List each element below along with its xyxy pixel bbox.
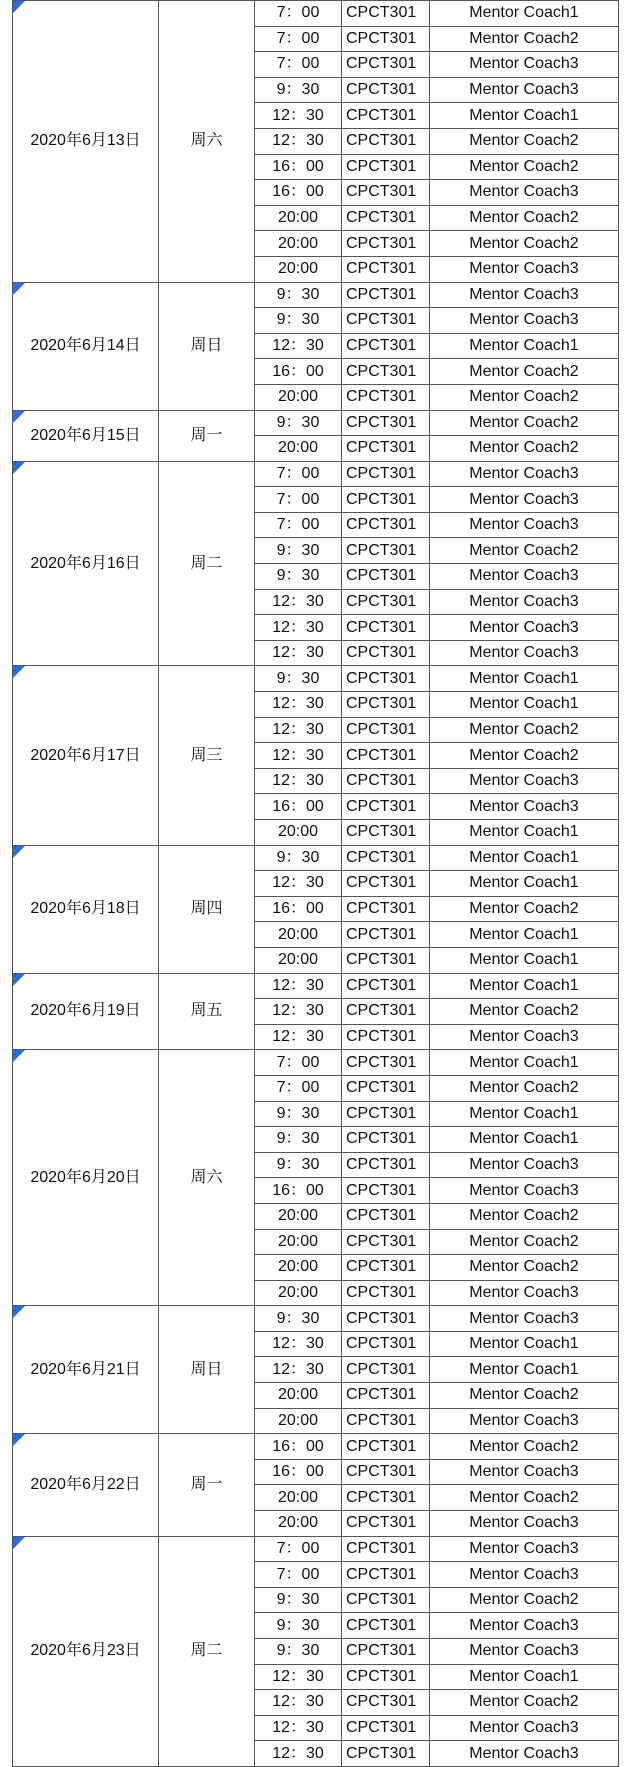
- coach-cell[interactable]: Mentor Coach2: [430, 410, 619, 436]
- coach-cell[interactable]: Mentor Coach2: [430, 1383, 619, 1409]
- coach-cell[interactable]: Mentor Coach2: [430, 1587, 619, 1613]
- date-cell[interactable]: [13, 1, 159, 283]
- coach-cell[interactable]: Mentor Coach3: [430, 1715, 619, 1741]
- comment-marker-icon[interactable]: [13, 462, 25, 474]
- time-cell[interactable]: 20:00: [255, 1229, 342, 1255]
- time-cell[interactable]: 12：30: [255, 1741, 342, 1767]
- time-cell[interactable]: 16：00: [255, 154, 342, 180]
- coach-cell[interactable]: Mentor Coach1: [430, 922, 619, 948]
- table-row: [13, 1, 619, 27]
- time-cell[interactable]: 7：00: [255, 1562, 342, 1588]
- course-cell[interactable]: CPCT301: [342, 1306, 430, 1332]
- table-row: [13, 282, 619, 308]
- table-row: [13, 973, 619, 999]
- time-cell[interactable]: 12：30: [255, 768, 342, 794]
- coach-cell[interactable]: Mentor Coach1: [430, 1331, 619, 1357]
- date-text: 2020年6月19日: [30, 1002, 141, 1020]
- course-cell[interactable]: CPCT301: [342, 743, 430, 769]
- course-cell[interactable]: CPCT301: [342, 1408, 430, 1434]
- course-cell[interactable]: CPCT301: [342, 1203, 430, 1229]
- coach-cell[interactable]: Mentor Coach3: [430, 1741, 619, 1767]
- course-cell[interactable]: CPCT301: [342, 666, 430, 692]
- schedule-table: [12, 0, 619, 1767]
- coach-cell[interactable]: Mentor Coach1: [430, 871, 619, 897]
- date-text: 2020年6月23日: [30, 1642, 141, 1660]
- time-cell[interactable]: 16：00: [255, 794, 342, 820]
- course-cell[interactable]: CPCT301: [342, 1715, 430, 1741]
- coach-cell[interactable]: Mentor Coach2: [430, 1485, 619, 1511]
- weekday-cell[interactable]: 周六: [159, 1, 255, 283]
- time-cell[interactable]: 12：30: [255, 103, 342, 129]
- time-cell[interactable]: 16：00: [255, 180, 342, 206]
- coach-cell[interactable]: Mentor Coach2: [430, 128, 619, 154]
- date-cell[interactable]: [13, 666, 159, 845]
- course-cell[interactable]: CPCT301: [342, 1101, 430, 1127]
- course-cell[interactable]: CPCT301: [342, 512, 430, 538]
- coach-cell[interactable]: Mentor Coach3: [430, 77, 619, 103]
- time-cell[interactable]: 12：30: [255, 1664, 342, 1690]
- coach-cell[interactable]: Mentor Coach1: [430, 1127, 619, 1153]
- coach-cell[interactable]: Mentor Coach3: [430, 1459, 619, 1485]
- coach-cell[interactable]: Mentor Coach3: [430, 1152, 619, 1178]
- course-cell[interactable]: CPCT301: [342, 717, 430, 743]
- course-cell[interactable]: CPCT301: [342, 1050, 430, 1076]
- time-cell[interactable]: 20:00: [255, 1255, 342, 1281]
- course-cell[interactable]: CPCT301: [342, 205, 430, 231]
- coach-cell[interactable]: Mentor Coach3: [430, 512, 619, 538]
- coach-cell[interactable]: Mentor Coach1: [430, 973, 619, 999]
- time-cell[interactable]: 9：30: [255, 1101, 342, 1127]
- weekday-cell[interactable]: 周一: [159, 410, 255, 461]
- coach-cell[interactable]: Mentor Coach3: [430, 1306, 619, 1332]
- time-cell[interactable]: 12：30: [255, 743, 342, 769]
- coach-cell[interactable]: Mentor Coach2: [430, 1075, 619, 1101]
- course-cell[interactable]: CPCT301: [342, 103, 430, 129]
- date-text: 2020年6月20日: [30, 1168, 141, 1186]
- course-cell[interactable]: CPCT301: [342, 487, 430, 513]
- date-cell[interactable]: [13, 1050, 159, 1306]
- date-text: 2020年6月15日: [30, 426, 141, 444]
- time-cell[interactable]: 16：00: [255, 1434, 342, 1460]
- time-cell[interactable]: 20:00: [255, 922, 342, 948]
- coach-cell[interactable]: Mentor Coach3: [430, 1178, 619, 1204]
- coach-cell[interactable]: Mentor Coach1: [430, 692, 619, 718]
- course-cell[interactable]: CPCT301: [342, 282, 430, 308]
- course-cell[interactable]: CPCT301: [342, 1485, 430, 1511]
- date-cell[interactable]: [13, 1306, 159, 1434]
- coach-cell[interactable]: Mentor Coach2: [430, 743, 619, 769]
- date-text: 2020年6月14日: [30, 337, 141, 355]
- coach-cell[interactable]: Mentor Coach1: [430, 1, 619, 27]
- time-cell[interactable]: 9：30: [255, 1639, 342, 1665]
- course-cell[interactable]: CPCT301: [342, 26, 430, 52]
- coach-cell[interactable]: Mentor Coach3: [430, 461, 619, 487]
- time-cell[interactable]: 20:00: [255, 205, 342, 231]
- time-cell[interactable]: 9：30: [255, 564, 342, 590]
- coach-cell[interactable]: Mentor Coach3: [430, 640, 619, 666]
- course-cell[interactable]: CPCT301: [342, 77, 430, 103]
- course-cell[interactable]: CPCT301: [342, 1, 430, 27]
- comment-marker-icon[interactable]: [13, 1537, 25, 1549]
- date-cell[interactable]: [13, 845, 159, 973]
- time-cell[interactable]: 7：00: [255, 1075, 342, 1101]
- table-row: [13, 461, 619, 487]
- date-cell[interactable]: [13, 282, 159, 410]
- date-cell[interactable]: [13, 1536, 159, 1766]
- course-cell[interactable]: CPCT301: [342, 1357, 430, 1383]
- date-text: 2020年6月22日: [30, 1475, 141, 1493]
- time-cell[interactable]: 20:00: [255, 1280, 342, 1306]
- time-cell[interactable]: 12：30: [255, 589, 342, 615]
- coach-cell[interactable]: Mentor Coach1: [430, 666, 619, 692]
- comment-marker-icon[interactable]: [13, 411, 25, 423]
- course-cell[interactable]: CPCT301: [342, 1639, 430, 1665]
- time-cell[interactable]: 7：00: [255, 26, 342, 52]
- table-row: [13, 1306, 619, 1332]
- course-cell[interactable]: CPCT301: [342, 1587, 430, 1613]
- coach-cell[interactable]: Mentor Coach1: [430, 1664, 619, 1690]
- coach-cell[interactable]: Mentor Coach3: [430, 1613, 619, 1639]
- course-cell[interactable]: CPCT301: [342, 128, 430, 154]
- time-cell[interactable]: 12：30: [255, 1715, 342, 1741]
- coach-cell[interactable]: Mentor Coach1: [430, 845, 619, 871]
- time-cell[interactable]: 16：00: [255, 1459, 342, 1485]
- date-cell[interactable]: [13, 410, 159, 461]
- course-cell[interactable]: CPCT301: [342, 308, 430, 334]
- date-text: 2020年6月13日: [30, 132, 141, 150]
- coach-cell[interactable]: Mentor Coach2: [430, 26, 619, 52]
- coach-cell[interactable]: Mentor Coach2: [430, 896, 619, 922]
- date-cell[interactable]: [13, 461, 159, 666]
- time-cell[interactable]: 16：00: [255, 1178, 342, 1204]
- time-cell[interactable]: 16：00: [255, 359, 342, 385]
- time-cell[interactable]: 12：30: [255, 871, 342, 897]
- coach-cell[interactable]: Mentor Coach2: [430, 384, 619, 410]
- course-cell[interactable]: CPCT301: [342, 333, 430, 359]
- course-cell[interactable]: CPCT301: [342, 1024, 430, 1050]
- course-cell[interactable]: CPCT301: [342, 1075, 430, 1101]
- coach-cell[interactable]: Mentor Coach3: [430, 1536, 619, 1562]
- time-cell[interactable]: 16：00: [255, 896, 342, 922]
- course-cell[interactable]: CPCT301: [342, 52, 430, 78]
- coach-cell[interactable]: Mentor Coach1: [430, 1101, 619, 1127]
- course-cell[interactable]: CPCT301: [342, 231, 430, 257]
- course-cell[interactable]: CPCT301: [342, 640, 430, 666]
- coach-cell[interactable]: Mentor Coach3: [430, 487, 619, 513]
- time-cell[interactable]: 12：30: [255, 1690, 342, 1716]
- time-cell[interactable]: 20:00: [255, 384, 342, 410]
- time-cell[interactable]: 20:00: [255, 947, 342, 973]
- time-cell[interactable]: 20:00: [255, 1511, 342, 1537]
- time-cell[interactable]: 7：00: [255, 1, 342, 27]
- course-cell[interactable]: CPCT301: [342, 794, 430, 820]
- coach-cell[interactable]: Mentor Coach3: [430, 256, 619, 282]
- table-row: [13, 666, 619, 692]
- course-cell[interactable]: CPCT301: [342, 1459, 430, 1485]
- coach-cell[interactable]: Mentor Coach2: [430, 231, 619, 257]
- time-cell[interactable]: 9：30: [255, 308, 342, 334]
- time-cell[interactable]: 7：00: [255, 1050, 342, 1076]
- course-cell[interactable]: CPCT301: [342, 973, 430, 999]
- coach-cell[interactable]: Mentor Coach2: [430, 359, 619, 385]
- time-cell[interactable]: 12：30: [255, 973, 342, 999]
- coach-cell[interactable]: Mentor Coach3: [430, 1408, 619, 1434]
- time-cell[interactable]: 20:00: [255, 436, 342, 462]
- course-cell[interactable]: CPCT301: [342, 1152, 430, 1178]
- coach-cell[interactable]: Mentor Coach3: [430, 1562, 619, 1588]
- comment-marker-icon[interactable]: [13, 1, 25, 13]
- time-cell[interactable]: 12：30: [255, 640, 342, 666]
- course-cell[interactable]: CPCT301: [342, 359, 430, 385]
- time-cell[interactable]: 7：00: [255, 1536, 342, 1562]
- date-text: 2020年6月17日: [30, 746, 141, 764]
- course-cell[interactable]: CPCT301: [342, 538, 430, 564]
- coach-cell[interactable]: Mentor Coach3: [430, 180, 619, 206]
- coach-cell[interactable]: Mentor Coach1: [430, 1357, 619, 1383]
- date-text: 2020年6月16日: [30, 554, 141, 572]
- time-cell[interactable]: 9：30: [255, 666, 342, 692]
- time-cell[interactable]: 12：30: [255, 1331, 342, 1357]
- table-row: [13, 410, 619, 436]
- time-cell[interactable]: 12：30: [255, 615, 342, 641]
- course-cell[interactable]: CPCT301: [342, 1434, 430, 1460]
- course-cell[interactable]: CPCT301: [342, 1690, 430, 1716]
- coach-cell[interactable]: Mentor Coach2: [430, 205, 619, 231]
- date-text: 2020年6月21日: [30, 1360, 141, 1378]
- course-cell[interactable]: CPCT301: [342, 180, 430, 206]
- date-cell[interactable]: [13, 1434, 159, 1536]
- course-cell[interactable]: CPCT301: [342, 1280, 430, 1306]
- comment-marker-icon[interactable]: [13, 846, 25, 858]
- coach-cell[interactable]: Mentor Coach3: [430, 52, 619, 78]
- coach-cell[interactable]: Mentor Coach2: [430, 1203, 619, 1229]
- time-cell[interactable]: 20:00: [255, 1408, 342, 1434]
- comment-marker-icon[interactable]: [13, 1306, 25, 1318]
- coach-cell[interactable]: Mentor Coach3: [430, 282, 619, 308]
- date-cell[interactable]: [13, 973, 159, 1050]
- time-cell[interactable]: 12：30: [255, 692, 342, 718]
- coach-cell[interactable]: Mentor Coach3: [430, 768, 619, 794]
- weekday-cell[interactable]: 周二: [159, 461, 255, 666]
- coach-cell[interactable]: Mentor Coach2: [430, 1690, 619, 1716]
- time-cell[interactable]: 12：30: [255, 999, 342, 1025]
- coach-cell[interactable]: Mentor Coach3: [430, 1024, 619, 1050]
- comment-marker-icon[interactable]: [13, 666, 25, 678]
- time-cell[interactable]: 12：30: [255, 717, 342, 743]
- comment-marker-icon[interactable]: [13, 1434, 25, 1446]
- course-cell[interactable]: CPCT301: [342, 1613, 430, 1639]
- course-cell[interactable]: CPCT301: [342, 1741, 430, 1767]
- time-cell[interactable]: 20:00: [255, 231, 342, 257]
- time-cell[interactable]: 20:00: [255, 820, 342, 846]
- time-cell[interactable]: 9：30: [255, 1587, 342, 1613]
- coach-cell[interactable]: Mentor Coach3: [430, 564, 619, 590]
- course-cell[interactable]: CPCT301: [342, 256, 430, 282]
- time-cell[interactable]: 9：30: [255, 77, 342, 103]
- coach-cell[interactable]: Mentor Coach3: [430, 308, 619, 334]
- weekday-cell[interactable]: 周二: [159, 1536, 255, 1766]
- course-cell[interactable]: CPCT301: [342, 1536, 430, 1562]
- course-cell[interactable]: CPCT301: [342, 1511, 430, 1537]
- course-cell[interactable]: CPCT301: [342, 461, 430, 487]
- course-cell[interactable]: CPCT301: [342, 1178, 430, 1204]
- coach-cell[interactable]: Mentor Coach2: [430, 717, 619, 743]
- comment-marker-icon[interactable]: [13, 974, 25, 986]
- time-cell[interactable]: 9：30: [255, 1613, 342, 1639]
- weekday-cell[interactable]: 周日: [159, 1306, 255, 1434]
- coach-cell[interactable]: Mentor Coach2: [430, 999, 619, 1025]
- coach-cell[interactable]: Mentor Coach3: [430, 1511, 619, 1537]
- coach-cell[interactable]: Mentor Coach2: [430, 1434, 619, 1460]
- time-cell[interactable]: 12：30: [255, 128, 342, 154]
- weekday-cell[interactable]: 周四: [159, 845, 255, 973]
- coach-cell[interactable]: Mentor Coach3: [430, 615, 619, 641]
- course-cell[interactable]: CPCT301: [342, 1255, 430, 1281]
- course-cell[interactable]: CPCT301: [342, 1229, 430, 1255]
- coach-cell[interactable]: Mentor Coach2: [430, 154, 619, 180]
- weekday-cell[interactable]: 周六: [159, 1050, 255, 1306]
- coach-cell[interactable]: Mentor Coach3: [430, 1280, 619, 1306]
- course-cell[interactable]: CPCT301: [342, 871, 430, 897]
- time-cell[interactable]: 20:00: [255, 256, 342, 282]
- course-cell[interactable]: CPCT301: [342, 1127, 430, 1153]
- coach-cell[interactable]: Mentor Coach1: [430, 333, 619, 359]
- date-text: 2020年6月18日: [30, 900, 141, 918]
- coach-cell[interactable]: Mentor Coach3: [430, 589, 619, 615]
- time-cell[interactable]: 9：30: [255, 538, 342, 564]
- course-cell[interactable]: CPCT301: [342, 1331, 430, 1357]
- comment-marker-icon[interactable]: [13, 1050, 25, 1062]
- coach-cell[interactable]: Mentor Coach2: [430, 538, 619, 564]
- time-cell[interactable]: 7：00: [255, 461, 342, 487]
- time-cell[interactable]: 12：30: [255, 1357, 342, 1383]
- course-cell[interactable]: CPCT301: [342, 589, 430, 615]
- course-cell[interactable]: CPCT301: [342, 999, 430, 1025]
- comment-marker-icon[interactable]: [13, 283, 25, 295]
- coach-cell[interactable]: Mentor Coach2: [430, 1255, 619, 1281]
- course-cell[interactable]: CPCT301: [342, 410, 430, 436]
- weekday-cell[interactable]: 周五: [159, 973, 255, 1050]
- coach-cell[interactable]: Mentor Coach3: [430, 794, 619, 820]
- table-row: [13, 1050, 619, 1076]
- coach-cell[interactable]: Mentor Coach3: [430, 1639, 619, 1665]
- time-cell[interactable]: 9：30: [255, 1127, 342, 1153]
- time-cell[interactable]: 20:00: [255, 1203, 342, 1229]
- time-cell[interactable]: 9：30: [255, 1306, 342, 1332]
- course-cell[interactable]: CPCT301: [342, 1664, 430, 1690]
- time-cell[interactable]: 20:00: [255, 1383, 342, 1409]
- weekday-cell[interactable]: 周三: [159, 666, 255, 845]
- course-cell[interactable]: CPCT301: [342, 896, 430, 922]
- course-cell[interactable]: CPCT301: [342, 615, 430, 641]
- course-cell[interactable]: CPCT301: [342, 1383, 430, 1409]
- time-cell[interactable]: 7：00: [255, 52, 342, 78]
- coach-cell[interactable]: Mentor Coach1: [430, 820, 619, 846]
- course-cell[interactable]: CPCT301: [342, 436, 430, 462]
- time-cell[interactable]: 7：00: [255, 487, 342, 513]
- coach-cell[interactable]: Mentor Coach2: [430, 436, 619, 462]
- weekday-cell[interactable]: 周日: [159, 282, 255, 410]
- time-cell[interactable]: 12：30: [255, 1024, 342, 1050]
- course-cell[interactable]: CPCT301: [342, 845, 430, 871]
- coach-cell[interactable]: Mentor Coach1: [430, 1050, 619, 1076]
- course-cell[interactable]: CPCT301: [342, 692, 430, 718]
- table-row: [13, 845, 619, 871]
- time-cell[interactable]: 9：30: [255, 282, 342, 308]
- time-cell[interactable]: 7：00: [255, 512, 342, 538]
- time-cell[interactable]: 9：30: [255, 845, 342, 871]
- course-cell[interactable]: CPCT301: [342, 154, 430, 180]
- weekday-cell[interactable]: 周一: [159, 1434, 255, 1536]
- coach-cell[interactable]: Mentor Coach1: [430, 103, 619, 129]
- table-row: [13, 1536, 619, 1562]
- course-cell[interactable]: CPCT301: [342, 922, 430, 948]
- time-cell[interactable]: 12：30: [255, 333, 342, 359]
- time-cell[interactable]: 9：30: [255, 1152, 342, 1178]
- course-cell[interactable]: CPCT301: [342, 1562, 430, 1588]
- course-cell[interactable]: CPCT301: [342, 820, 430, 846]
- table-row: [13, 1434, 619, 1460]
- course-cell[interactable]: CPCT301: [342, 384, 430, 410]
- coach-cell[interactable]: Mentor Coach1: [430, 947, 619, 973]
- course-cell[interactable]: CPCT301: [342, 768, 430, 794]
- time-cell[interactable]: 9：30: [255, 410, 342, 436]
- coach-cell[interactable]: Mentor Coach2: [430, 1229, 619, 1255]
- course-cell[interactable]: CPCT301: [342, 564, 430, 590]
- course-cell[interactable]: CPCT301: [342, 947, 430, 973]
- schedule-body: [13, 1, 619, 1767]
- time-cell[interactable]: 20:00: [255, 1485, 342, 1511]
